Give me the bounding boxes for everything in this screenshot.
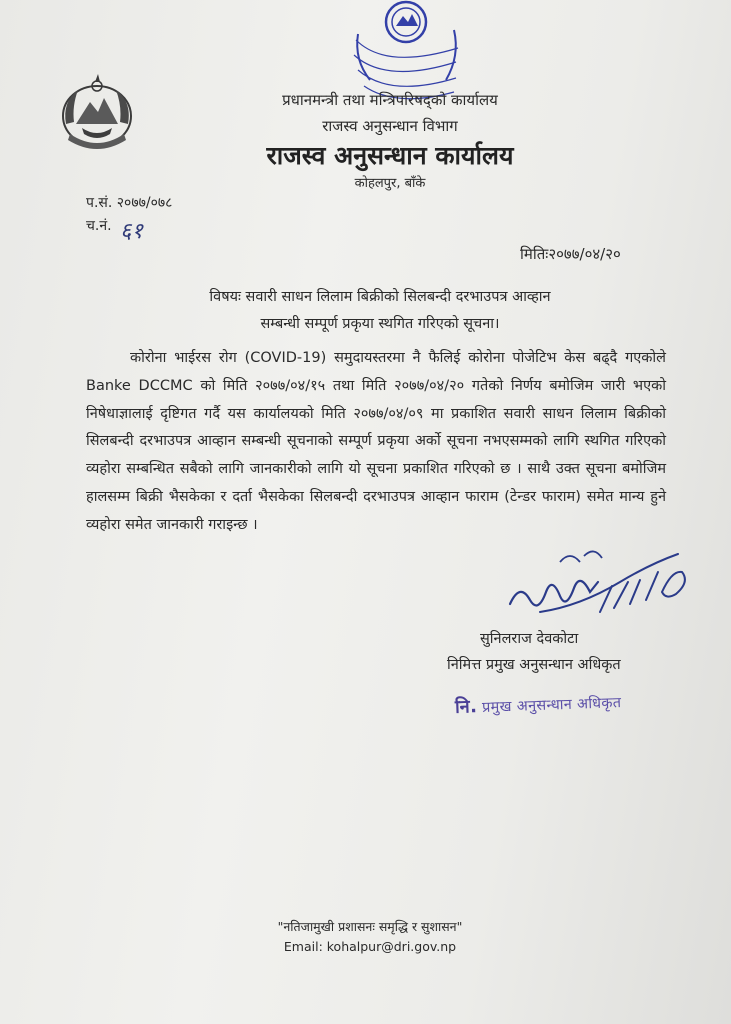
subject-line-1: विषयः सवारी साधन लिलाम बिक्रीको सिलबन्दी दरभाउपत्र आव्हान [209, 289, 551, 305]
footer-motto: "नतिजामुखी प्रशासनः समृद्धि र सुशासन" [277, 919, 463, 934]
signature-icon [500, 542, 700, 634]
notice-subject [165, 284, 595, 338]
office-location: कोहलपुर, बाँके [354, 176, 426, 191]
nepal-emblem-icon [52, 72, 142, 156]
subject-line-2: सम्बन्धी सम्पूर्ण प्रकृया स्थगित गरिएको सूचना। [260, 316, 500, 332]
office-title: राजस्व अनुसन्धान कार्यालय [266, 141, 514, 170]
seal-prefix: नि. [454, 696, 478, 718]
department-line: राजस्व अनुसन्धान विभाग [322, 117, 458, 135]
footer-email: Email: kohalpur@dri.gov.np [283, 939, 457, 954]
reference-number: प.सं. २०७७/०७८ [86, 195, 173, 211]
notice-body: कोरोना भाईरस रोग (COVID-19) समुदायस्तरमा नै फैलिई कोरोना पोजेटिभ केस बढ्दै गएकोले Banke DCCMC को मिति २०७७/०४/१५ तथा मिति २०७७/०४/२० गतेको निर्णय बमोजिम जारी भएको निषेधाज्ञालाई दृष्टिगत गर्दै यस कार्यालयको मिति २०७७/०४/०९ मा प्रकाशित सवारी साधन लिलाम बिक्रीको सिलबन्दी दरभाउपत्र आव्हान सम्बन्धी सूचनाको सम्पूर्ण प्रकृया अर्को सूचना नभएसम्मको लागि स्थगित गरिएको व्यहोरा सम्बन्धित सबैको लागि जानकारीको लागि यो सूचना प्रकाशित गरिएको छ । साथै उक्त सूचना बमोजिम हालसम्म बिक्री भैसकेका र दर्ता भैसकेका सिलबन्दी दरभाउपत्र आव्हान फाराम (टेन्डर फाराम) समेत मान्य हुने व्यहोरा समेत जानकारी गराइन्छ । [86, 350, 666, 533]
seal-text: प्रमुख अनुसन्धान अधिकृत [481, 695, 622, 716]
ministry-line: प्रधानमन्त्री तथा मन्त्रिपरिषद्को कार्यालय [282, 91, 498, 109]
dispatch-number-handwritten: ६१ [120, 219, 143, 244]
dispatch-label: च.नं. [86, 218, 112, 234]
notice-date: मितिः२०७७/०४/२० [520, 245, 621, 263]
designation-seal [455, 689, 622, 719]
signatory-name: सुनिलराज देवकोटा [480, 631, 579, 647]
signatory-title: निमित्त प्रमुख अनुसन्धान अधिकृत [447, 657, 621, 673]
